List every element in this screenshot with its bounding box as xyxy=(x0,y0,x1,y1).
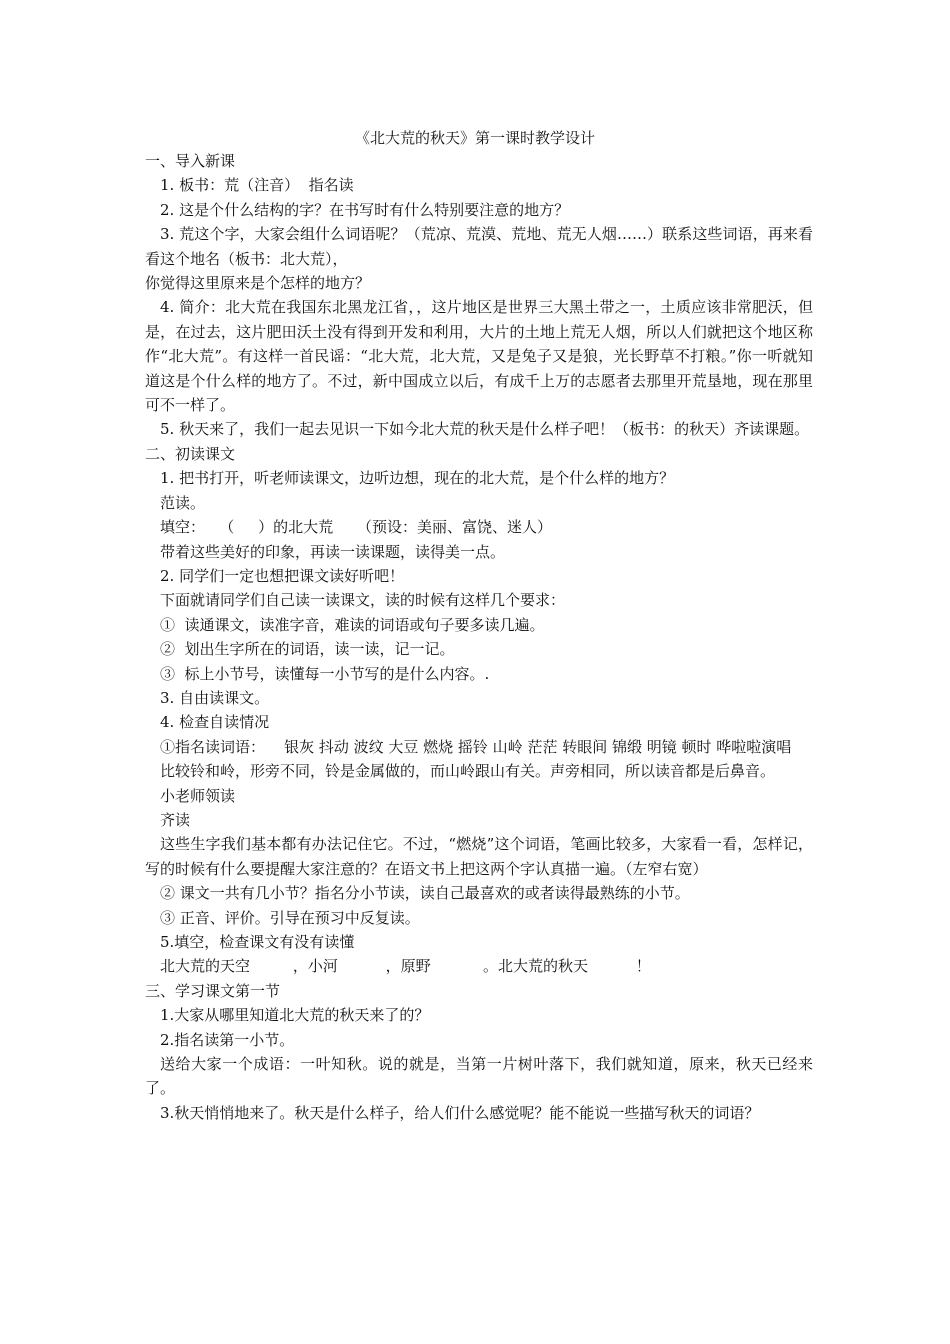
paragraph: ③ 正音、评价。引导在预习中反复读。 xyxy=(160,908,420,927)
paragraph: ② 划出生字所在的词语，读一读，记一记。 xyxy=(160,640,455,659)
document-body xyxy=(145,149,813,1125)
paragraph: 北大荒的天空 ，小河 ，原野 。北大荒的秋天 ！ xyxy=(160,957,651,976)
paragraph: 带着这些美好的印象，再读一读课题，读得美一点。 xyxy=(160,542,506,561)
paragraph: 下面就请同学们自己读一读课文，读的时候有这样几个要求： xyxy=(160,591,566,610)
paragraph: 填空： （ ）的北大荒 （预设：美丽、富饶、迷人） xyxy=(160,518,552,537)
paragraph: ①指名读词语： 银灰 抖动 波纹 大豆 燃烧 摇铃 山岭 茫茫 转眼间 锦缎 明镜 顿时 哗啦啦演唱 xyxy=(160,737,792,756)
paragraph: 3. 荒这个字，大家会组什么词语呢？（荒凉、荒漠、荒地、荒无人烟……）联系这些词语，再来看看这个地名（板书：北大荒）， xyxy=(145,225,813,268)
paragraph: 3. 自由读课文。 xyxy=(160,688,270,707)
paragraph: 2.指名读第一小节。 xyxy=(160,1030,295,1049)
paragraph: 三、学习课文第一节 xyxy=(145,981,281,1000)
paragraph: 4. 简介：北大荒在我国东北黑龙江省，，这片地区是世界三大黑土带之一，土质应该非常肥沃，但是，在过去，这片肥田沃土没有得到开发和利用，大片的土地上荒无人烟，所以人们就把这个地区称作“北大荒”。有这样一首民谣：“北大荒，北大荒，又是兔子又是狼，光长野草不打粮。”你一听就知道这是个什么样的地方了。不过，新中国成立以后，有成千上万的志愿者去那里开荒垦地，现在那里可不一样了。 xyxy=(145,298,813,415)
document-title: 《北大荒的秋天》第一课时教学设计 xyxy=(354,129,595,147)
paragraph: ① 读通课文，读准字音，难读的词语或句子要多读几遍。 xyxy=(160,615,545,634)
paragraph: 比较铃和岭，形旁不同，铃是金属做的，而山岭跟山有关。声旁相同，所以读音都是后鼻音。 xyxy=(160,762,776,781)
paragraph: 2. 同学们一定也想把课文读好听吧！ xyxy=(160,566,405,585)
paragraph: 一、导入新课 xyxy=(145,152,236,170)
paragraph: 5. 秋天来了，我们一起去见识一下如今北大荒的秋天是什么样子吧！（板书：的秋天）齐读课题。 xyxy=(160,420,810,439)
paragraph: 1. 板书：荒（注音） 指名读 xyxy=(160,176,354,195)
paragraph: 范读。 xyxy=(160,493,206,512)
paragraph: 小老师领读 xyxy=(160,786,236,805)
paragraph: 3.秋天悄悄地来了。秋天是什么样子，给人们什么感觉呢？能不能说一些描写秋天的词语？ xyxy=(160,1103,760,1122)
paragraph: ② 课文一共有几小节？指名分小节读，读自己最喜欢的或者读得最熟练的小节。 xyxy=(160,884,690,903)
paragraph: 齐读 xyxy=(160,810,191,829)
paragraph: 4. 检查自读情况 xyxy=(160,713,270,732)
paragraph: 你觉得这里原来是个怎样的地方？ xyxy=(145,274,371,293)
paragraph: 5.填空，检查课文有没有读懂 xyxy=(160,933,355,951)
paragraph: ③ 标上小节号，读懂每一小节写的是什么内容。. xyxy=(160,664,490,683)
paragraph: 这些生字我们基本都有办法记住它。不过，“燃烧”这个词语，笔画比较多，大家看一看，怎样记，写的时候有什么要提醒大家注意的？在语文书上把这两个字认真描一遍。（左窄右宽） xyxy=(145,835,813,878)
paragraph: 1. 把书打开，听老师读课文，边听边想，现在的北大荒，是个什么样的地方？ xyxy=(160,469,675,488)
paragraph: 2. 这是个什么结构的字？在书写时有什么特别要注意的地方？ xyxy=(160,200,570,219)
paragraph: 送给大家一个成语：一叶知秋。说的就是，当第一片树叶落下，我们就知道，原来，秋天已经来了。 xyxy=(145,1055,813,1098)
paragraph: 1.大家从哪里知道北大荒的秋天来了的？ xyxy=(160,1006,430,1025)
paragraph: 二、初读课文 xyxy=(145,444,236,463)
